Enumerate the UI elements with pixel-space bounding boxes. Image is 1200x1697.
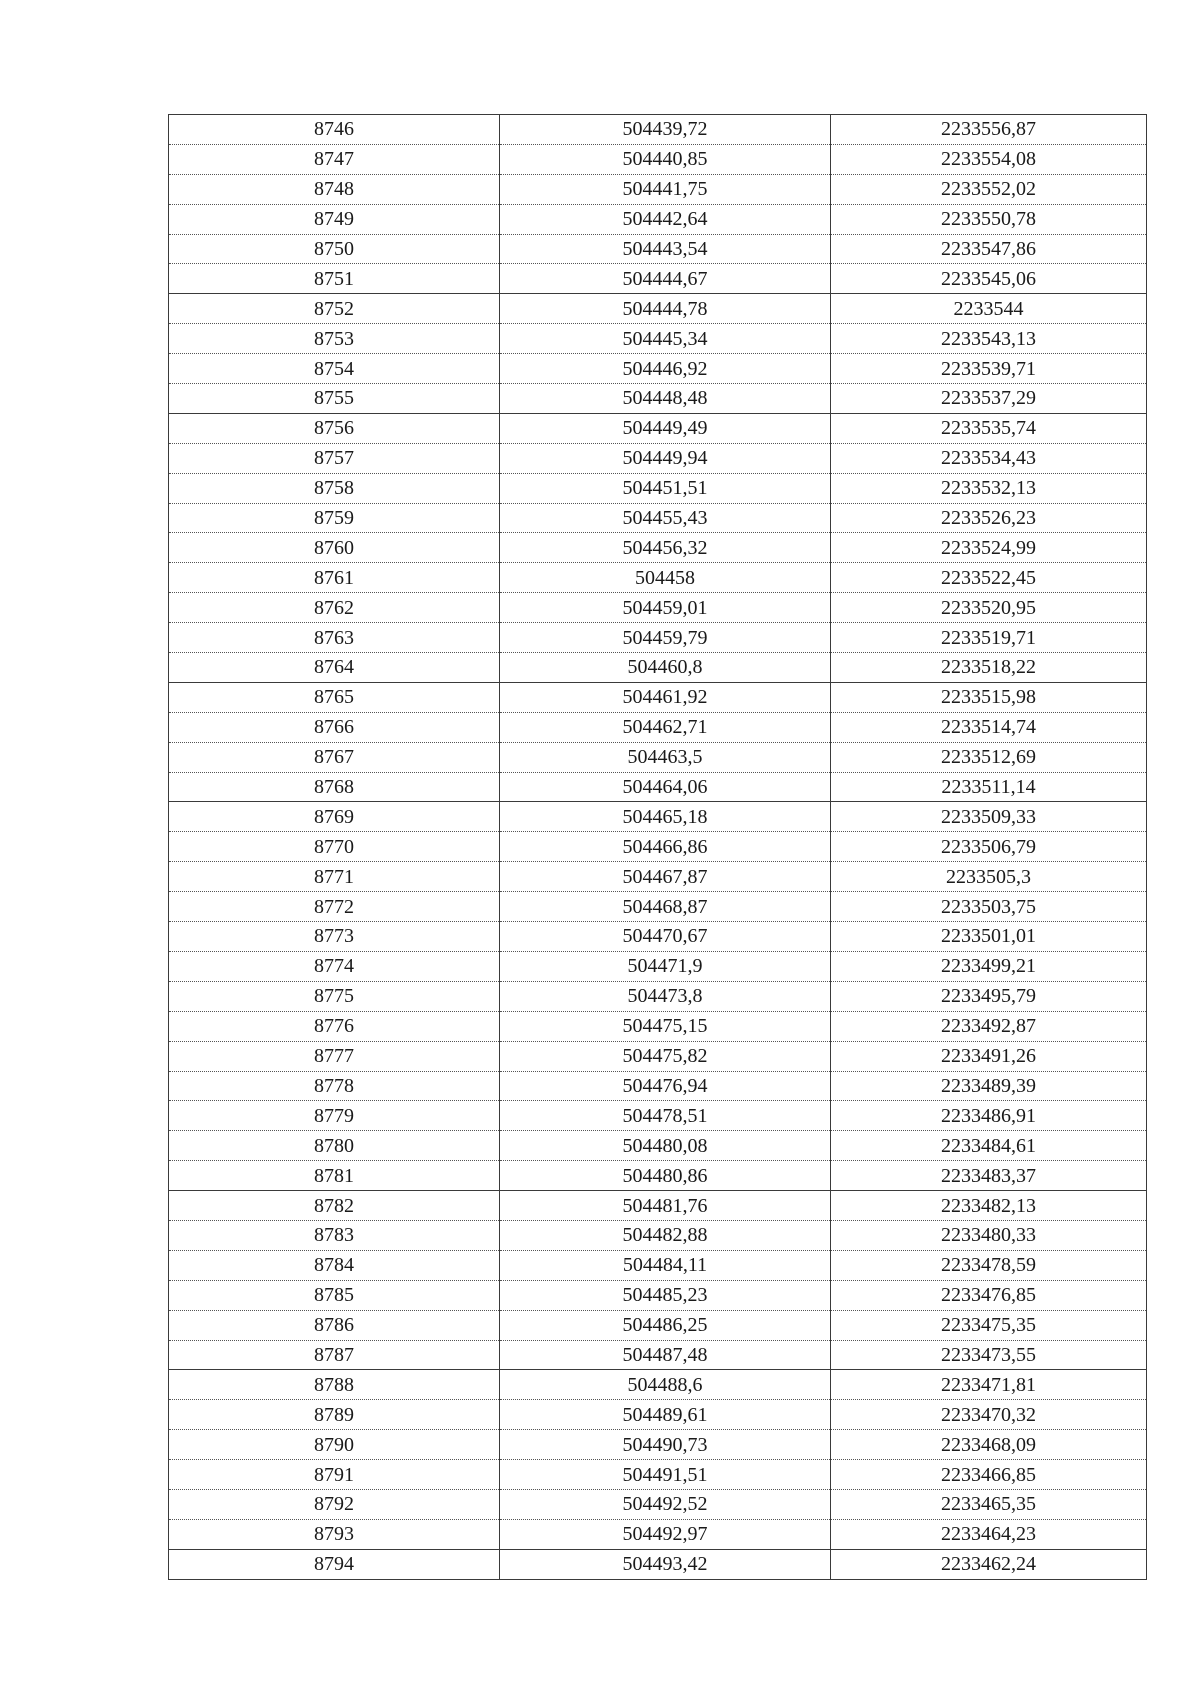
table-row <box>169 981 1147 1011</box>
x-coordinate-cell: 504478,51 <box>500 1101 831 1131</box>
point-number-cell: 8787 <box>169 1340 500 1370</box>
x-coordinate-cell: 504476,94 <box>500 1071 831 1101</box>
x-coordinate-cell: 504446,92 <box>500 354 831 384</box>
x-coordinate-cell: 504461,92 <box>500 682 831 712</box>
x-coordinate-cell: 504443,54 <box>500 234 831 264</box>
y-coordinate-cell: 2233518,22 <box>831 653 1147 683</box>
y-coordinate-cell: 2233492,87 <box>831 1011 1147 1041</box>
x-coordinate-cell: 504484,11 <box>500 1250 831 1280</box>
table-row <box>169 1250 1147 1280</box>
table-row <box>169 772 1147 802</box>
table-row <box>169 951 1147 981</box>
x-coordinate-cell: 504459,79 <box>500 623 831 653</box>
point-number-cell: 8748 <box>169 174 500 204</box>
table-row <box>169 1489 1147 1519</box>
table-row <box>169 1519 1147 1549</box>
point-number-cell: 8775 <box>169 981 500 1011</box>
x-coordinate-cell: 504480,08 <box>500 1131 831 1161</box>
point-number-cell: 8753 <box>169 324 500 354</box>
point-number-cell: 8761 <box>169 563 500 593</box>
point-number-cell: 8756 <box>169 413 500 443</box>
y-coordinate-cell: 2233547,86 <box>831 234 1147 264</box>
point-number-cell: 8762 <box>169 593 500 623</box>
y-coordinate-cell: 2233465,35 <box>831 1489 1147 1519</box>
x-coordinate-cell: 504467,87 <box>500 862 831 892</box>
table-row <box>169 115 1147 145</box>
point-number-cell: 8754 <box>169 354 500 384</box>
table-row <box>169 1280 1147 1310</box>
table-row <box>169 892 1147 922</box>
x-coordinate-cell: 504493,42 <box>500 1549 831 1579</box>
x-coordinate-cell: 504471,9 <box>500 951 831 981</box>
y-coordinate-cell: 2233501,01 <box>831 922 1147 952</box>
y-coordinate-cell: 2233464,23 <box>831 1519 1147 1549</box>
table-row <box>169 653 1147 683</box>
x-coordinate-cell: 504462,71 <box>500 712 831 742</box>
point-number-cell: 8770 <box>169 832 500 862</box>
y-coordinate-cell: 2233550,78 <box>831 204 1147 234</box>
x-coordinate-cell: 504466,86 <box>500 832 831 862</box>
point-number-cell: 8769 <box>169 802 500 832</box>
y-coordinate-cell: 2233556,87 <box>831 115 1147 145</box>
x-coordinate-cell: 504464,06 <box>500 772 831 802</box>
table-row <box>169 1430 1147 1460</box>
x-coordinate-cell: 504441,75 <box>500 174 831 204</box>
table-row <box>169 1131 1147 1161</box>
x-coordinate-cell: 504455,43 <box>500 503 831 533</box>
y-coordinate-cell: 2233544 <box>831 294 1147 324</box>
point-number-cell: 8794 <box>169 1549 500 1579</box>
point-number-cell: 8768 <box>169 772 500 802</box>
x-coordinate-cell: 504456,32 <box>500 533 831 563</box>
point-number-cell: 8763 <box>169 623 500 653</box>
point-number-cell: 8793 <box>169 1519 500 1549</box>
table-row <box>169 1071 1147 1101</box>
x-coordinate-cell: 504468,87 <box>500 892 831 922</box>
table-row <box>169 742 1147 772</box>
x-coordinate-cell: 504491,51 <box>500 1460 831 1490</box>
point-number-cell: 8767 <box>169 742 500 772</box>
x-coordinate-cell: 504475,15 <box>500 1011 831 1041</box>
x-coordinate-cell: 504475,82 <box>500 1041 831 1071</box>
y-coordinate-cell: 2233545,06 <box>831 264 1147 294</box>
point-number-cell: 8783 <box>169 1220 500 1250</box>
coordinates-table-body <box>169 115 1147 1580</box>
x-coordinate-cell: 504439,72 <box>500 115 831 145</box>
table-row <box>169 204 1147 234</box>
y-coordinate-cell: 2233462,24 <box>831 1549 1147 1579</box>
x-coordinate-cell: 504485,23 <box>500 1280 831 1310</box>
y-coordinate-cell: 2233524,99 <box>831 533 1147 563</box>
x-coordinate-cell: 504449,49 <box>500 413 831 443</box>
coordinates-table <box>168 114 1147 1580</box>
y-coordinate-cell: 2233512,69 <box>831 742 1147 772</box>
table-row <box>169 1191 1147 1221</box>
table-row <box>169 1400 1147 1430</box>
table-row <box>169 1460 1147 1490</box>
table-row <box>169 503 1147 533</box>
point-number-cell: 8789 <box>169 1400 500 1430</box>
point-number-cell: 8776 <box>169 1011 500 1041</box>
y-coordinate-cell: 2233480,33 <box>831 1220 1147 1250</box>
y-coordinate-cell: 2233478,59 <box>831 1250 1147 1280</box>
point-number-cell: 8773 <box>169 922 500 952</box>
table-row <box>169 1310 1147 1340</box>
x-coordinate-cell: 504458 <box>500 563 831 593</box>
table-row <box>169 563 1147 593</box>
x-coordinate-cell: 504492,52 <box>500 1489 831 1519</box>
y-coordinate-cell: 2233511,14 <box>831 772 1147 802</box>
table-row <box>169 384 1147 414</box>
table-row <box>169 802 1147 832</box>
x-coordinate-cell: 504487,48 <box>500 1340 831 1370</box>
y-coordinate-cell: 2233539,71 <box>831 354 1147 384</box>
y-coordinate-cell: 2233484,61 <box>831 1131 1147 1161</box>
point-number-cell: 8774 <box>169 951 500 981</box>
x-coordinate-cell: 504444,78 <box>500 294 831 324</box>
y-coordinate-cell: 2233509,33 <box>831 802 1147 832</box>
table-row <box>169 324 1147 354</box>
y-coordinate-cell: 2233519,71 <box>831 623 1147 653</box>
x-coordinate-cell: 504460,8 <box>500 653 831 683</box>
y-coordinate-cell: 2233475,35 <box>831 1310 1147 1340</box>
y-coordinate-cell: 2233514,74 <box>831 712 1147 742</box>
table-row <box>169 1161 1147 1191</box>
x-coordinate-cell: 504449,94 <box>500 443 831 473</box>
y-coordinate-cell: 2233482,13 <box>831 1191 1147 1221</box>
table-row <box>169 144 1147 174</box>
x-coordinate-cell: 504448,48 <box>500 384 831 414</box>
table-row <box>169 922 1147 952</box>
table-row <box>169 294 1147 324</box>
table-row <box>169 1011 1147 1041</box>
table-row <box>169 1220 1147 1250</box>
x-coordinate-cell: 504444,67 <box>500 264 831 294</box>
point-number-cell: 8746 <box>169 115 500 145</box>
y-coordinate-cell: 2233483,37 <box>831 1161 1147 1191</box>
x-coordinate-cell: 504459,01 <box>500 593 831 623</box>
point-number-cell: 8760 <box>169 533 500 563</box>
y-coordinate-cell: 2233520,95 <box>831 593 1147 623</box>
point-number-cell: 8781 <box>169 1161 500 1191</box>
point-number-cell: 8755 <box>169 384 500 414</box>
table-row <box>169 1340 1147 1370</box>
table-row <box>169 533 1147 563</box>
table-row <box>169 1041 1147 1071</box>
y-coordinate-cell: 2233506,79 <box>831 832 1147 862</box>
x-coordinate-cell: 504440,85 <box>500 144 831 174</box>
y-coordinate-cell: 2233532,13 <box>831 473 1147 503</box>
point-number-cell: 8747 <box>169 144 500 174</box>
x-coordinate-cell: 504470,67 <box>500 922 831 952</box>
y-coordinate-cell: 2233515,98 <box>831 682 1147 712</box>
y-coordinate-cell: 2233503,75 <box>831 892 1147 922</box>
point-number-cell: 8792 <box>169 1489 500 1519</box>
point-number-cell: 8772 <box>169 892 500 922</box>
x-coordinate-cell: 504473,8 <box>500 981 831 1011</box>
y-coordinate-cell: 2233505,3 <box>831 862 1147 892</box>
y-coordinate-cell: 2233468,09 <box>831 1430 1147 1460</box>
y-coordinate-cell: 2233491,26 <box>831 1041 1147 1071</box>
point-number-cell: 8765 <box>169 682 500 712</box>
point-number-cell: 8751 <box>169 264 500 294</box>
y-coordinate-cell: 2233554,08 <box>831 144 1147 174</box>
table-row <box>169 593 1147 623</box>
y-coordinate-cell: 2233486,91 <box>831 1101 1147 1131</box>
x-coordinate-cell: 504445,34 <box>500 324 831 354</box>
point-number-cell: 8764 <box>169 653 500 683</box>
x-coordinate-cell: 504488,6 <box>500 1370 831 1400</box>
point-number-cell: 8758 <box>169 473 500 503</box>
y-coordinate-cell: 2233470,32 <box>831 1400 1147 1430</box>
point-number-cell: 8786 <box>169 1310 500 1340</box>
table-row <box>169 354 1147 384</box>
point-number-cell: 8771 <box>169 862 500 892</box>
table-row <box>169 443 1147 473</box>
point-number-cell: 8788 <box>169 1370 500 1400</box>
x-coordinate-cell: 504482,88 <box>500 1220 831 1250</box>
table-row <box>169 862 1147 892</box>
x-coordinate-cell: 504451,51 <box>500 473 831 503</box>
table-row <box>169 174 1147 204</box>
table-row <box>169 234 1147 264</box>
x-coordinate-cell: 504480,86 <box>500 1161 831 1191</box>
x-coordinate-cell: 504490,73 <box>500 1430 831 1460</box>
y-coordinate-cell: 2233535,74 <box>831 413 1147 443</box>
point-number-cell: 8790 <box>169 1430 500 1460</box>
x-coordinate-cell: 504486,25 <box>500 1310 831 1340</box>
table-row <box>169 712 1147 742</box>
y-coordinate-cell: 2233489,39 <box>831 1071 1147 1101</box>
y-coordinate-cell: 2233476,85 <box>831 1280 1147 1310</box>
x-coordinate-cell: 504463,5 <box>500 742 831 772</box>
table-row <box>169 1549 1147 1579</box>
table-row <box>169 832 1147 862</box>
y-coordinate-cell: 2233534,43 <box>831 443 1147 473</box>
point-number-cell: 8766 <box>169 712 500 742</box>
y-coordinate-cell: 2233473,55 <box>831 1340 1147 1370</box>
point-number-cell: 8791 <box>169 1460 500 1490</box>
point-number-cell: 8752 <box>169 294 500 324</box>
y-coordinate-cell: 2233537,29 <box>831 384 1147 414</box>
point-number-cell: 8778 <box>169 1071 500 1101</box>
x-coordinate-cell: 504465,18 <box>500 802 831 832</box>
point-number-cell: 8784 <box>169 1250 500 1280</box>
table-row <box>169 623 1147 653</box>
point-number-cell: 8777 <box>169 1041 500 1071</box>
y-coordinate-cell: 2233526,23 <box>831 503 1147 533</box>
y-coordinate-cell: 2233471,81 <box>831 1370 1147 1400</box>
y-coordinate-cell: 2233543,13 <box>831 324 1147 354</box>
point-number-cell: 8759 <box>169 503 500 533</box>
y-coordinate-cell: 2233495,79 <box>831 981 1147 1011</box>
y-coordinate-cell: 2233522,45 <box>831 563 1147 593</box>
table-row <box>169 682 1147 712</box>
point-number-cell: 8782 <box>169 1191 500 1221</box>
point-number-cell: 8779 <box>169 1101 500 1131</box>
point-number-cell: 8749 <box>169 204 500 234</box>
point-number-cell: 8785 <box>169 1280 500 1310</box>
point-number-cell: 8750 <box>169 234 500 264</box>
table-row <box>169 264 1147 294</box>
x-coordinate-cell: 504489,61 <box>500 1400 831 1430</box>
table-row <box>169 1101 1147 1131</box>
x-coordinate-cell: 504492,97 <box>500 1519 831 1549</box>
point-number-cell: 8757 <box>169 443 500 473</box>
x-coordinate-cell: 504442,64 <box>500 204 831 234</box>
y-coordinate-cell: 2233466,85 <box>831 1460 1147 1490</box>
table-row <box>169 413 1147 443</box>
x-coordinate-cell: 504481,76 <box>500 1191 831 1221</box>
y-coordinate-cell: 2233499,21 <box>831 951 1147 981</box>
table-row <box>169 473 1147 503</box>
point-number-cell: 8780 <box>169 1131 500 1161</box>
y-coordinate-cell: 2233552,02 <box>831 174 1147 204</box>
table-row <box>169 1370 1147 1400</box>
